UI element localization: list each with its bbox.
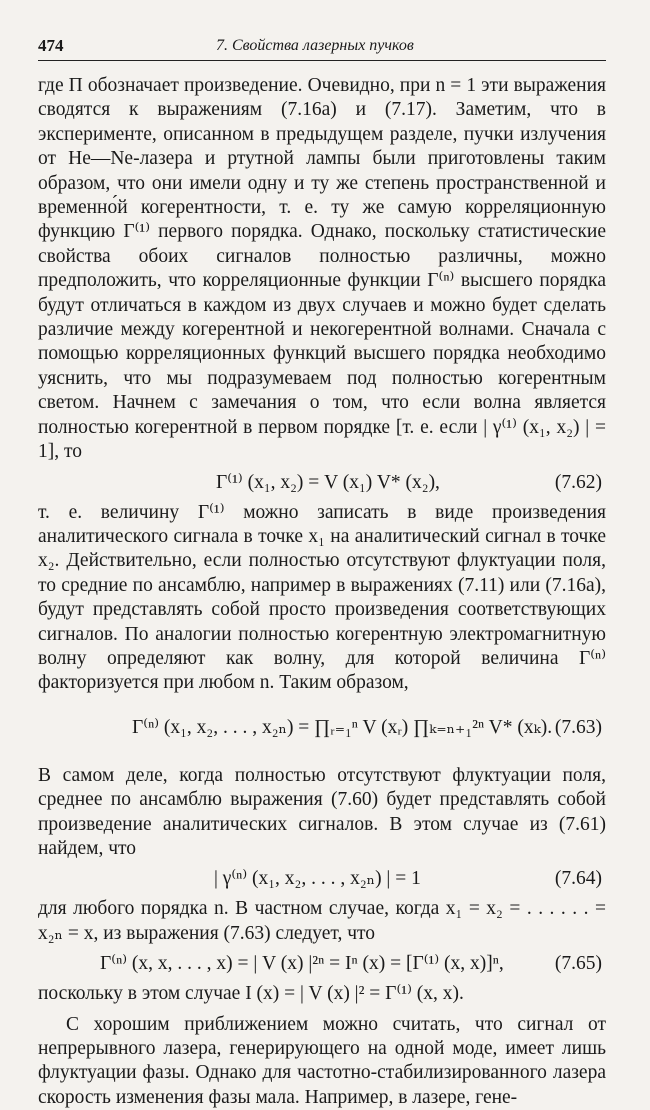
paragraph-5: поскольку в этом случае I (x) = | V (x) |² = Γ⁽¹⁾ (x, x). [38,983,464,1005]
equation-7-63 [38,696,606,764]
equation-7-65 [38,946,606,982]
paragraph-2: т. е. величину Γ⁽¹⁾ можно записать в виде произведения аналитического сигнала в точке x₁ на аналитический сигнал в точке x₂. Действительно, если полностью отсутствуют флуктуации поля, то средние по ансамблю, например в выражениях (7.11) или (7.16а), будут представлять собой просто произведения соответствующих сигналов. По аналогии полностью когерентную электромагнитную волну определяют как волну, для которой величина Γ⁽ⁿ⁾ факторизуется при любом n. Таким образом, [38,501,606,694]
paragraph-1: где Π обозначает произведение. Очевидно, при n = 1 эти выражения сводятся к выражениям (7.16а) и (7.17). Заметим, что в эксперименте, описанном в предыдущем разделе, пучки излучения от He—Ne-лазера и ртутной лампы были приготовлены таким образом, что они имели одну и ту же степень пространственной и временно́й когерентности, т. е. ту же самую корреляционную функцию Γ⁽¹⁾ первого порядка. Однако, поскольку статистические свойства обоих сигналов полностью различны, можно предположить, что корреляционные функции Γ⁽ⁿ⁾ высшего порядка будут отличаться в каждом из двух случаев и можно будет сделать различие между когерентной и некогерентной волнами. Сначала с помощью корреляционных функций высшего порядка необходимо уяснить, что мы подразумеваем под полностью когерентным светом. Начнем с замечания о том, что если волна является полностью когерентной в первом порядке [т. е. если | γ⁽¹⁾ (x₁, x₂) | = 1], то [38,75,606,463]
paragraph-6: С хорошим приближением можно считать, что сигнал от непрерывного лазера, генерирующего на одной моде, имеет лишь флуктуации фазы. Однако для частотно-стабилизированного лазера скорость изменения фазы мала. Например, в лазере, гене- [38,1013,606,1108]
equation-number: (7.63) [554,716,602,738]
equation-formula: Γ⁽ⁿ⁾ (x, x, . . . , x) = | V (x) |²ⁿ = Iⁿ (x) = [Γ⁽¹⁾ (x, x)]ⁿ, [100,953,504,975]
equation-number: (7.65) [554,953,602,975]
equation-formula: Γ⁽ⁿ⁾ (x₁, x₂, . . . , x₂ₙ) = ∏ᵣ₌₁ⁿ V (xᵣ) ∏ₖ₌ₙ₊₁²ⁿ V* (xₖ). [132,716,553,738]
paragraph-4: для любого порядка n. В частном случае, когда x₁ = x₂ = . . . . . . = x₂ₙ = x, из выражения (7.63) следует, что [38,898,606,944]
equation-7-62 [38,465,606,501]
page-number: 474 [38,36,64,55]
paragraph-3: В самом деле, когда полностью отсутствуют флуктуации поля, среднее по ансамблю выражения (7.60) будет представлять собой произведение аналитических сигналов. В этом случае из (7.61) найдем, что [38,764,606,859]
running-header [38,34,606,61]
equation-formula: Γ⁽¹⁾ (x₁, x₂) = V (x₁) V* (x₂), [216,471,440,493]
page-body [38,74,606,1110]
equation-7-64 [38,861,606,897]
chapter-title: 7. Свойства лазерных пучков [216,37,414,54]
equation-number: (7.64) [554,868,602,890]
equation-formula: | γ⁽ⁿ⁾ (x₁, x₂, . . . , x₂ₙ) | = 1 [214,868,421,890]
equation-number: (7.62) [554,471,602,493]
